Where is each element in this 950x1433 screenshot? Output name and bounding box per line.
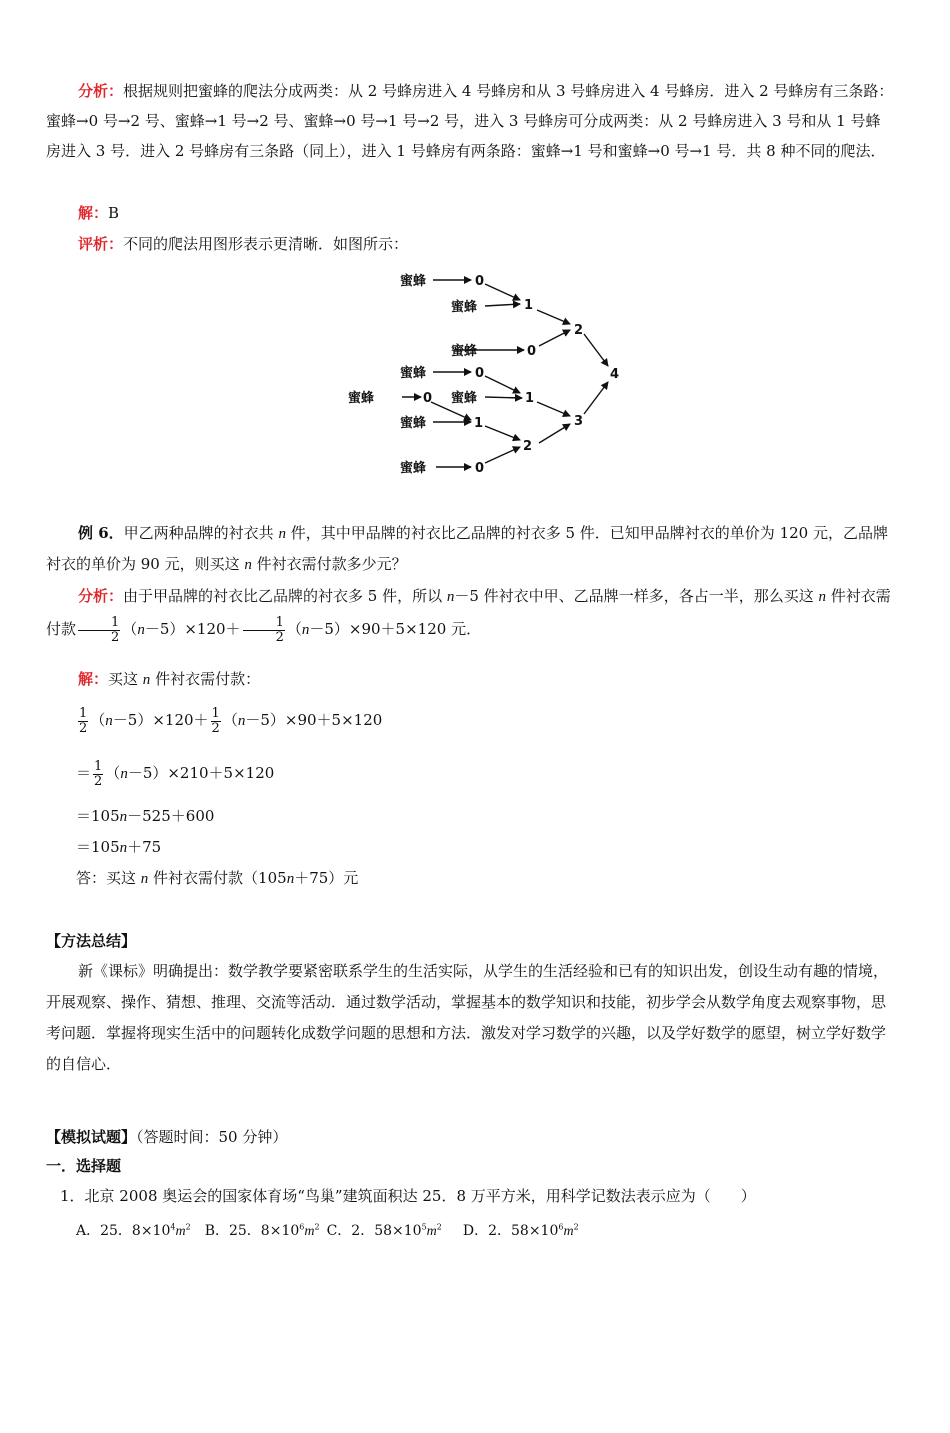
node-0: 0: [475, 461, 485, 476]
step-text: ＋75: [127, 838, 162, 856]
analysis-text: （: [122, 620, 138, 638]
ex5-review: [46, 229, 894, 259]
fraction-denominator: 2: [275, 629, 284, 645]
node-2: 2: [523, 439, 533, 454]
solution-text: 件衬衣需付款：: [150, 670, 261, 688]
solution-step-3: [76, 801, 214, 832]
ex5-analysis: [46, 76, 894, 166]
option-c: [327, 1223, 442, 1239]
option-a: [76, 1223, 191, 1239]
step-text: －5）×120＋: [112, 711, 209, 729]
node-2: 2: [574, 323, 584, 338]
node-0: 0: [475, 366, 485, 381]
question-text: 甲乙两种品牌的衬衣共: [123, 524, 279, 542]
var-n: n: [237, 713, 246, 729]
node-4: 4: [610, 367, 620, 382]
answer-text: 答：买这: [76, 869, 141, 887]
step-text: －5）×210＋5×120: [127, 764, 275, 782]
step-text: －5）×90＋5×120: [245, 711, 383, 729]
solution-text: B: [108, 204, 120, 222]
var-n: n: [278, 526, 286, 542]
fraction-half: [93, 760, 103, 789]
fraction-half: [78, 616, 120, 645]
diagram-arrows: [402, 280, 608, 467]
bee-path-diagram: [330, 262, 640, 492]
step-text: －525＋600: [127, 807, 215, 825]
fraction-numerator: 1: [243, 616, 285, 631]
unit-exponent: 2: [573, 1222, 579, 1231]
option-b-exponent: 6: [299, 1222, 305, 1231]
example-label: 例 6．: [78, 524, 124, 542]
fraction-denominator: 2: [111, 629, 120, 645]
analysis-text: 件衬衣需付款: [46, 587, 891, 638]
step-text: （: [90, 711, 106, 729]
var-n: n: [137, 622, 145, 638]
solution-answer: [76, 863, 358, 894]
analysis-label: 分析：: [78, 82, 124, 100]
analysis-text: －5）×120＋: [144, 620, 241, 638]
bee-label: 蜜蜂: [451, 300, 478, 315]
analysis-text: 由于甲品牌的衬衣比乙品牌的衬衣多 5 件，所以: [123, 587, 447, 605]
bee-label: 蜜蜂: [348, 391, 375, 406]
step-text: （: [105, 764, 121, 782]
solution-label: 解：: [78, 670, 109, 688]
diagram-labels: [348, 273, 619, 476]
question-text: 件衬衣需付款多少元？: [251, 555, 407, 573]
solution-step-4: [76, 832, 161, 863]
fraction-denominator: 2: [94, 773, 103, 789]
mock-heading-line: [46, 1122, 894, 1152]
unit-exponent: 2: [185, 1222, 191, 1231]
fraction-denominator: 2: [211, 720, 220, 736]
node-3: 3: [574, 414, 584, 429]
mock-time: （答题时间：50 分钟）: [136, 1128, 288, 1146]
node-0: 0: [423, 391, 433, 406]
var-n: n: [105, 713, 113, 729]
summary-text: 新《课标》明确提出：数学教学要紧密联系学生的生活实际，从学生的生活经验和已有的知识出发，创设生动有趣的情境，开展观察、操作、猜想、推理、交流等活动．通过数学活动，掌握基本的数学知识和技能，初步学会从数学角度去观察事物，思考问题．掌握将现实生活中的问题转化成数学问题的思想和方法．激发对学习数学的兴趣，以及学好数学的愿望，树立学好数学的自信心．: [46, 962, 889, 1073]
option-b: [205, 1223, 320, 1239]
answer-text: 件衬衣需付款（105: [148, 869, 287, 887]
bee-label: 蜜蜂: [400, 461, 427, 476]
section-heading: 一．选择题: [46, 1157, 122, 1175]
review-text: 不同的爬法用图形表示更清晰．如图所示：: [123, 235, 409, 253]
bee-label: 蜜蜂: [400, 416, 427, 431]
ex6-analysis: [46, 580, 894, 646]
analysis-text: －5）×90＋5×120 元．: [309, 620, 482, 638]
fraction-half: [211, 707, 221, 736]
unit: m: [426, 1223, 437, 1239]
var-n: n: [301, 622, 310, 638]
analysis-text: －5 件衬衣中甲、乙品牌一样多，各占一半，那么买这: [454, 587, 819, 605]
bee-label: 蜜蜂: [451, 344, 478, 359]
var-n: n: [446, 589, 455, 605]
var-n: n: [142, 672, 151, 688]
unit: m: [175, 1223, 186, 1239]
analysis-text: 根据规则把蜜蜂的爬法分成两类：从 2 号蜂房进入 4 号蜂房和从 3 号蜂房进入 4 号蜂房．进入 2 号蜂房有三条路：蜜蜂→0 号→2 号、蜜蜂→1 号→2 号、蜜蜂→0 号→1 号→2 号，进入 3 号蜂房可分成两类：从 2 号蜂房进入 3 号和从 1 号蜂房进入 3 号．进入 2 号蜂房有三条路（同上），进入 1 号蜂房有两条路：蜜蜂→1 号和蜜蜂→0 号→1 号．共 8 种不同的爬法．: [46, 82, 894, 160]
node-1: 1: [525, 391, 535, 406]
ex5-solution: [46, 198, 894, 228]
question-1: 1．北京 2008 奥运会的国家体育场“鸟巢”建筑面积达 25．8 万平方米，用科学记数法表示应为（ ）: [60, 1187, 756, 1205]
var-n: n: [119, 840, 128, 856]
var-n: n: [818, 589, 826, 605]
var-n: n: [244, 557, 252, 573]
step-text: ＝105: [76, 807, 120, 825]
var-n: n: [119, 809, 128, 825]
solution-text: 买这: [108, 670, 143, 688]
option-c-text: C．2．58×10: [326, 1222, 422, 1239]
review-label: 评析：: [78, 235, 124, 253]
unit-exponent: 2: [314, 1222, 320, 1231]
bee-label: 蜜蜂: [451, 391, 478, 406]
solution-step-1: [76, 705, 382, 736]
fraction-numerator: 1: [211, 705, 220, 721]
fraction-half: [243, 616, 285, 645]
bee-label: 蜜蜂: [400, 366, 427, 381]
summary-heading: 【方法总结】: [46, 932, 137, 950]
node-1: 1: [474, 416, 484, 431]
bee-label: 蜜蜂: [400, 274, 427, 289]
step-text: （: [222, 711, 238, 729]
step-text: ＝: [76, 764, 92, 782]
ex6-question: [46, 518, 894, 580]
var-n: n: [120, 766, 128, 782]
unit-exponent: 2: [436, 1222, 442, 1231]
step-text: ＝105: [76, 838, 120, 856]
fraction-half: [78, 707, 88, 736]
option-d-text: D．2．58×10: [462, 1222, 559, 1239]
var-n: n: [286, 871, 295, 887]
question-1-options: [76, 1212, 924, 1247]
fraction-numerator: 1: [79, 705, 88, 721]
unit: m: [304, 1223, 315, 1239]
node-0: 0: [475, 274, 485, 289]
var-n: n: [140, 871, 149, 887]
fraction-numerator: 1: [94, 758, 103, 774]
unit: m: [563, 1223, 574, 1239]
analysis-text: （: [286, 620, 302, 638]
node-0: 0: [527, 344, 537, 359]
option-a-text: A．25．8×10: [76, 1222, 171, 1239]
question-text: 件，其中甲品牌的衬衣比乙品牌的衬衣多 5 件．已知甲品牌衬衣的单价为 120 元，乙品牌衬衣的单价为 90 元，则买这: [46, 524, 888, 573]
option-d: [463, 1223, 579, 1239]
fraction-numerator: 1: [78, 616, 120, 631]
mock-heading: 【模拟试题】: [46, 1128, 137, 1146]
node-1: 1: [524, 298, 534, 313]
ex6-solution: [46, 664, 894, 695]
solution-label: 解：: [78, 204, 109, 222]
option-a-exponent: 4: [170, 1222, 176, 1231]
solution-step-2: [76, 758, 274, 789]
fraction-denominator: 2: [79, 720, 88, 736]
option-c-exponent: 5: [421, 1222, 427, 1231]
option-b-text: B．25．8×10: [204, 1222, 300, 1239]
answer-text: ＋75）元: [294, 869, 359, 887]
analysis-label: 分析：: [78, 587, 124, 605]
option-d-exponent: 6: [558, 1222, 564, 1231]
